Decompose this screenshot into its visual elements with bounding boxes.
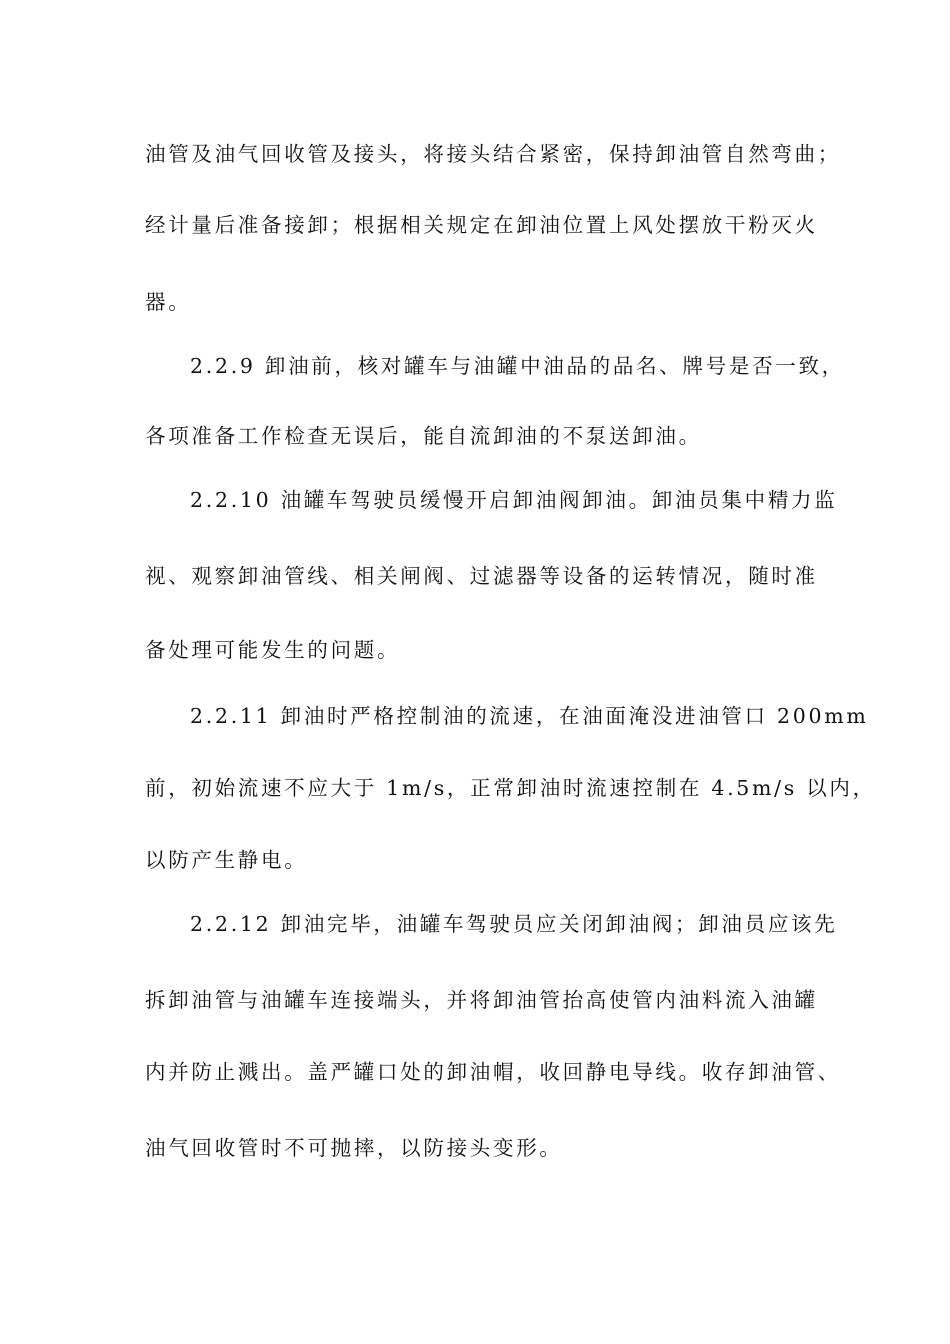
- section-2-2-11-line: 2.2.11 卸油时严格控制油的流速，在油面淹没进油管口 200mm: [190, 704, 869, 728]
- paragraph-line: 备处理可能发生的问题。: [145, 638, 401, 662]
- paragraph-line: 器。: [145, 290, 192, 314]
- section-2-2-10-line: 2.2.10 油罐车驾驶员缓慢开启卸油阀卸油。卸油员集中精力监: [190, 488, 838, 512]
- section-2-2-9-line: 2.2.9 卸油前，核对罐车与油罐中油品的品名、牌号是否一致，: [190, 354, 845, 378]
- paragraph-line: 拆卸油管与油罐车连接端头，并将卸油管抬高使管内油料流入油罐: [145, 988, 818, 1012]
- paragraph-line: 各项准备工作检查无误后，能自流卸油的不泵送卸油。: [145, 424, 702, 448]
- paragraph-line: 经计量后准备接卸；根据相关规定在卸油位置上风处摆放干粉灭火: [145, 213, 818, 237]
- paragraph-line: 内并防止溅出。盖严罐口处的卸油帽，收回静电导线。收存卸油管、: [145, 1060, 841, 1084]
- paragraph-line: 以防产生静电。: [145, 848, 308, 872]
- section-2-2-12-line: 2.2.12 卸油完毕，油罐车驾驶员应关闭卸油阀；卸油员应该先: [190, 912, 838, 936]
- paragraph-line: 油气回收管时不可抛摔，以防接头变形。: [145, 1136, 563, 1160]
- paragraph-line: 前，初始流速不应大于 1m/s，正常卸油时流速控制在 4.5m/s 以内，: [145, 776, 876, 800]
- paragraph-line: 油管及油气回收管及接头，将接头结合紧密，保持卸油管自然弯曲；: [145, 142, 841, 166]
- paragraph-line: 视、观察卸油管线、相关闸阀、过滤器等设备的运转情况，随时准: [145, 564, 818, 588]
